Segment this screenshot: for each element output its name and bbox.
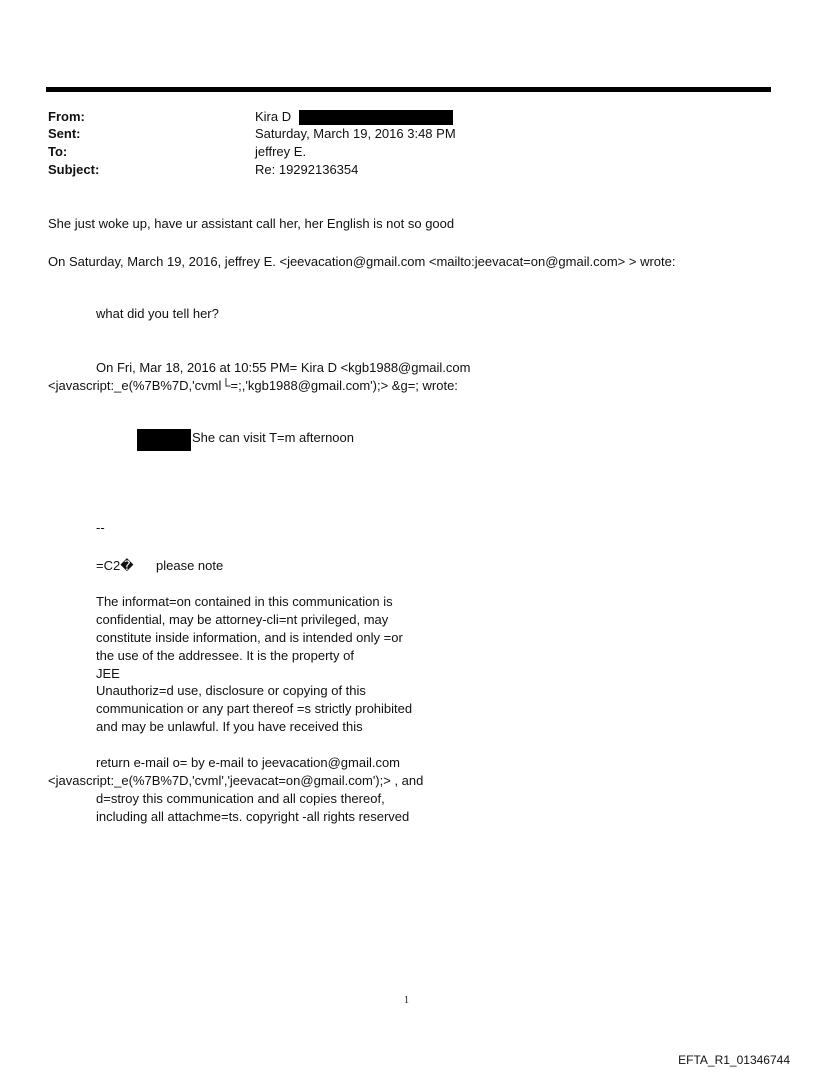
disclaimer-line: The informat=on contained in this communication is [96,594,393,609]
return-line-1: return e-mail o= by e-mail to jeevacation@gmail.com [96,755,401,770]
quote2-message [137,429,354,451]
return-line-3: d=stroy this communication and all copies thereof, [96,791,385,806]
to-label: To: [48,144,68,159]
return-line-2: <javascript:_e(%7B%7D,'cvml','jeevacat=on@gmail.com');> , and [48,773,424,788]
from-label: From: [48,109,85,124]
quote2-intro-line1: On Fri, Mar 18, 2016 at 10:55 PM= Kira D <kgb1988@gmail.com [96,360,471,375]
redaction-bar [137,429,191,451]
quote1-intro: On Saturday, March 19, 2016, jeffrey E. <jeevacation@gmail.com <mailto:jeevacat=on@gmail.com> > wrote: [48,254,676,269]
disclaimer-line: JEE [96,666,120,681]
disclaimer-line: confidential, may be attorney-cli=nt privileged, may [96,612,389,627]
from-value [255,108,453,126]
disclaimer-line: the use of the addressee. It is the property of [96,648,354,663]
page-number: 1 [404,995,409,1006]
reply-text: She just woke up, have ur assistant call her, her English is not so good [48,216,455,231]
disclaimer-line: Unauthoriz=d use, disclosure or copying of this [96,683,366,698]
sent-value: Saturday, March 19, 2016 3:48 PM [255,126,456,141]
signature-note: please note [156,558,224,573]
quote1-text: what did you tell her? [96,306,219,321]
signature-dashes: -- [96,520,105,535]
return-line-4: including all attachme=ts. copyright -all rights reserved [96,809,410,824]
disclaimer-line: constitute inside information, and is intended only =or [96,630,403,645]
quote2-text: She can visit T=m afternoon [192,430,354,445]
bates-id: EFTA_R1_01346744 [678,1053,790,1067]
quote2-intro-line2: <javascript:_e(%7B%7D,'cvml└=;,'kgb1988@gmail.com');> &g=; wrote: [48,378,458,393]
disclaimer-line: and may be unlawful. If you have received this [96,719,363,734]
redaction-bar [299,110,453,125]
to-value: jeffrey E. [255,144,307,159]
from-name: Kira D [255,109,292,124]
disclaimer-line: communication or any part thereof =s strictly prohibited [96,701,413,716]
subject-label: Subject: [48,162,100,177]
sent-label: Sent: [48,126,81,141]
subject-value: Re: 19292136354 [255,162,359,177]
header-rule [46,87,771,92]
signature-marker: =C2� [96,558,134,573]
